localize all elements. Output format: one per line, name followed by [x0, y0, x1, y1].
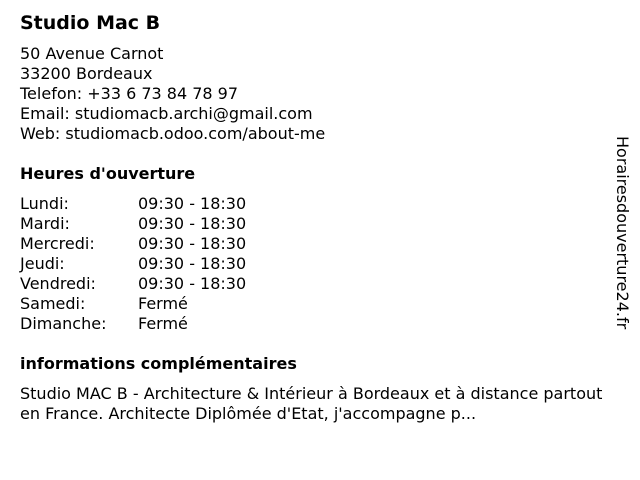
day-hours: 09:30 - 18:30: [138, 274, 247, 293]
day-hours: Fermé: [138, 314, 188, 333]
contact-block: [20, 44, 325, 144]
day-label: Vendredi:: [20, 274, 96, 293]
additional-info-heading: informations complémentaires: [20, 354, 297, 373]
day-label: Mardi:: [20, 214, 70, 233]
business-description: Studio MAC B - Architecture & Intérieur à Bordeaux et à distance partout en France. Architecte Diplômée d'Etat, j'accompagne p...: [20, 384, 603, 423]
day-label: Mercredi:: [20, 234, 95, 253]
day-label: Dimanche:: [20, 314, 107, 333]
site-watermark: Horairesdouverture24.fr: [613, 136, 632, 330]
day-hours: 09:30 - 18:30: [138, 254, 247, 273]
business-name: Studio Mac B: [20, 12, 161, 34]
day-label: Samedi:: [20, 294, 86, 313]
day-hours: 09:30 - 18:30: [138, 214, 247, 233]
day-hours: 09:30 - 18:30: [138, 194, 247, 213]
day-label: Lundi:: [20, 194, 69, 213]
phone-line: Telefon: +33 6 73 84 78 97: [20, 84, 239, 103]
address-street: 50 Avenue Carnot: [20, 44, 164, 63]
day-label: Jeudi:: [20, 254, 65, 273]
opening-hours-heading: Heures d'ouverture: [20, 164, 196, 183]
web-line: Web: studiomacb.odoo.com/about-me: [20, 124, 326, 143]
day-hours: Fermé: [138, 294, 188, 313]
email-line: Email: studiomacb.archi@gmail.com: [20, 104, 313, 123]
address-city: 33200 Bordeaux: [20, 64, 153, 83]
day-hours: 09:30 - 18:30: [138, 234, 247, 253]
